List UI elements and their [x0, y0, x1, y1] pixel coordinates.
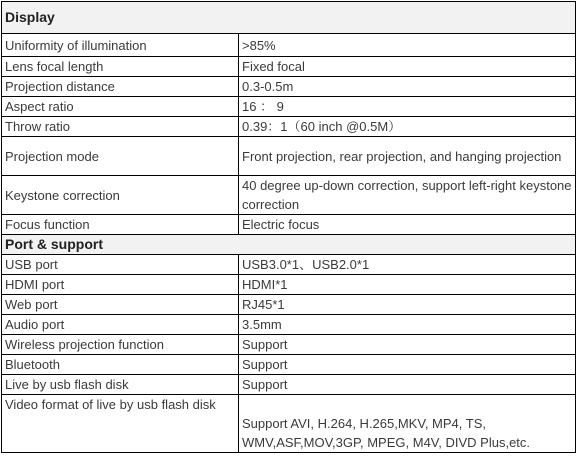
table-row [2, 57, 576, 77]
spec-value: Support [239, 375, 576, 395]
table-row [2, 335, 576, 355]
spec-label: Lens focal length [2, 57, 239, 77]
spec-value: 0.3-0.5m [239, 77, 576, 97]
section-title: Port & support [2, 235, 576, 255]
table-row [2, 34, 576, 57]
spec-label: Live by usb flash disk [2, 375, 239, 395]
spec-value: 40 degree up-down correction, support left-right keystone correction [239, 176, 576, 215]
spec-value: 16 ： 9 [239, 97, 576, 117]
spec-label: HDMI port [2, 275, 239, 295]
table-row [2, 117, 576, 137]
table-row [2, 395, 576, 453]
spec-value: 0.39：1（60 inch @0.5M） [239, 117, 576, 137]
table-row [2, 275, 576, 295]
section-title: Display [2, 2, 576, 34]
spec-value: Electric focus [239, 215, 576, 235]
table-row [2, 315, 576, 335]
spec-value: Support [239, 335, 576, 355]
spec-value: >85% [239, 34, 576, 57]
table-row [2, 295, 576, 315]
table-row [2, 77, 576, 97]
section-header-display [2, 2, 576, 34]
spec-label: Web port [2, 295, 239, 315]
table-row [2, 215, 576, 235]
table-row [2, 355, 576, 375]
spec-value: 3.5mm [239, 315, 576, 335]
spec-label: Wireless projection function [2, 335, 239, 355]
spec-label: Audio port [2, 315, 239, 335]
spec-label: Keystone correction [2, 176, 239, 215]
spec-label: Projection mode [2, 137, 239, 176]
spec-label: Aspect ratio [2, 97, 239, 117]
table-row [2, 255, 576, 275]
spec-label: Video format of live by usb flash disk [2, 395, 239, 453]
spec-value: Support [239, 355, 576, 375]
spec-value: RJ45*1 [239, 295, 576, 315]
table-row [2, 375, 576, 395]
spec-table [1, 1, 576, 453]
spec-value: Front projection, rear projection, and hanging projection [239, 137, 576, 176]
section-header-port-support [2, 235, 576, 255]
spec-label: Focus function [2, 215, 239, 235]
spec-label: Uniformity of illumination [2, 34, 239, 57]
table-row [2, 176, 576, 215]
table-row [2, 97, 576, 117]
table-row [2, 137, 576, 176]
spec-label: Projection distance [2, 77, 239, 97]
spec-label: USB port [2, 255, 239, 275]
spec-label: Bluetooth [2, 355, 239, 375]
spec-value: USB3.0*1、USB2.0*1 [239, 255, 576, 275]
spec-label: Throw ratio [2, 117, 239, 137]
spec-value: Support AVI, H.264, H.265,MKV, MP4, TS, WMV,ASF,MOV,3GP, MPEG, M4V, DIVD Plus,etc. [239, 395, 576, 453]
spec-value: Fixed focal [239, 57, 576, 77]
spec-value: HDMI*1 [239, 275, 576, 295]
